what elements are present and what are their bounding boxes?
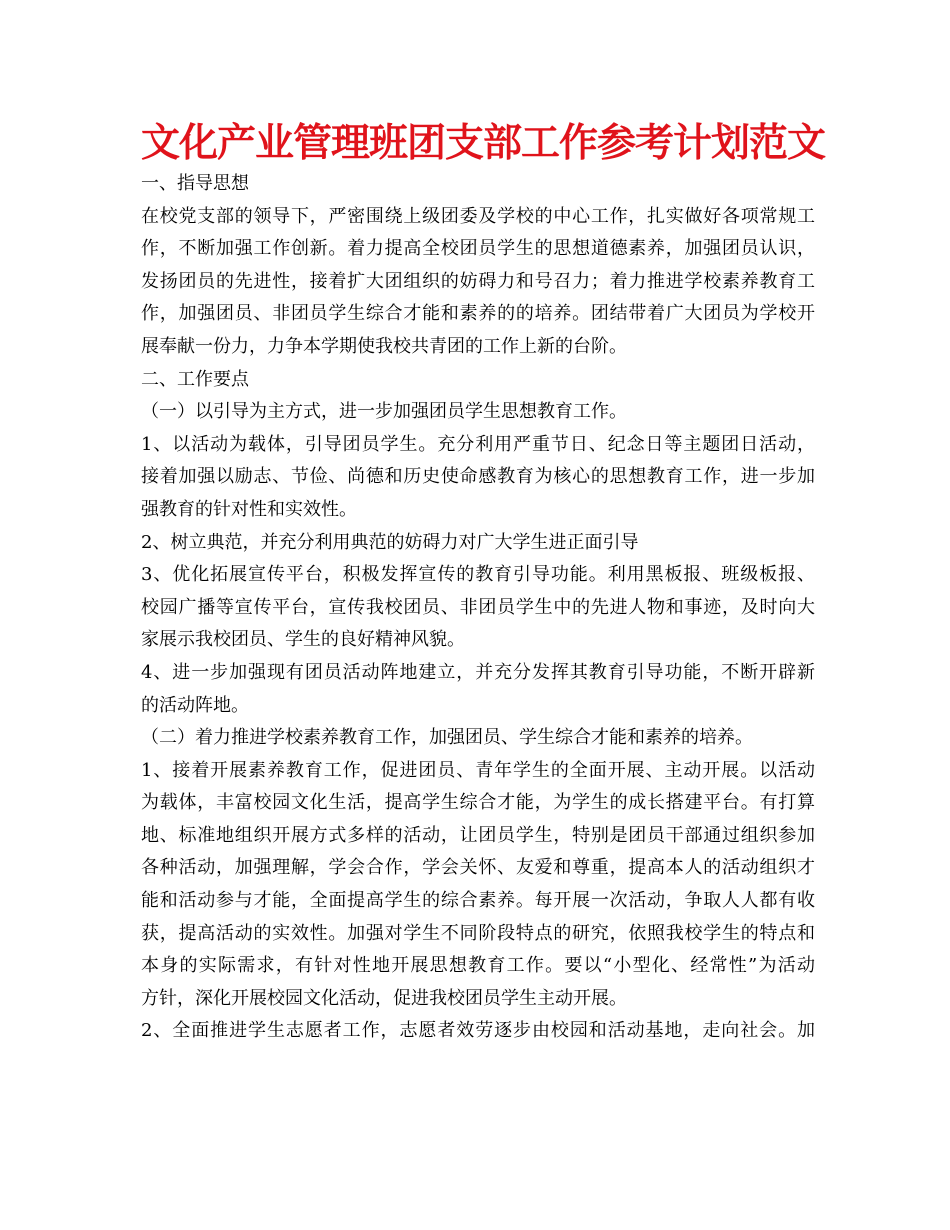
paragraph-line: 校园广播等宣传平台，宣传我校团员、非团员学生中的先进人物和事迹，及时向大 bbox=[141, 596, 815, 618]
paragraph-line: 二、工作要点 bbox=[141, 368, 249, 390]
paragraph-line: 3、优化拓展宣传平台，积极发挥宣传的教育引导功能。利用黑板报、班级板报、 bbox=[141, 564, 815, 586]
paragraph-line: 获，提高活动的实效性。加强对学生不同阶段特点的研究，依照我校学生的特点和 bbox=[141, 922, 815, 944]
paragraph-line: 展奉献一份力，力争本学期使我校共青团的工作上新的台阶。 bbox=[141, 335, 627, 357]
paragraph-line: 1、以活动为载体，引导团员学生。充分利用严重节日、纪念日等主题团日活动， bbox=[141, 433, 815, 455]
paragraph-line: 家展示我校团员、学生的良好精神风貌。 bbox=[141, 629, 465, 651]
paragraph-line: 发扬团员的先进性，接着扩大团组织的妨碍力和号召力；着力推进学校素养教育工 bbox=[141, 270, 815, 292]
paragraph-line: 1、接着开展素养教育工作，促进团员、青年学生的全面开展、主动开展。以活动 bbox=[141, 759, 815, 781]
paragraph-line: （一）以引导为主方式，进一步加强团员学生思想教育工作。 bbox=[141, 401, 627, 423]
paragraph-line: 2、树立典范，并充分利用典范的妨碍力对广大学生进正面引导 bbox=[141, 531, 639, 553]
document-title: 文化产业管理班团支部工作参考计划范文 bbox=[141, 121, 826, 166]
paragraph-line: 地、标准地组织开展方式多样的活动，让团员学生，特别是团员干部通过组织参加 bbox=[141, 824, 815, 846]
paragraph-line: 作，加强团员、非团员学生综合才能和素养的的培养。团结带着广大团员为学校开 bbox=[141, 303, 815, 325]
paragraph-line: （二）着力推进学校素养教育工作，加强团员、学生综合才能和素养的培养。 bbox=[141, 727, 753, 749]
paragraph-line: 4、进一步加强现有团员活动阵地建立，并充分发挥其教育引导功能，不断开辟新 bbox=[141, 661, 815, 683]
document-body bbox=[141, 168, 815, 1048]
paragraph-line: 2、全面推进学生志愿者工作，志愿者效劳逐步由校园和活动基地，走向社会。加 bbox=[141, 1020, 815, 1042]
paragraph-line: 各种活动，加强理解，学会合作，学会关怀、友爱和尊重，提高本人的活动组织才 bbox=[141, 857, 815, 879]
paragraph-line: 强教育的针对性和实效性。 bbox=[141, 498, 357, 520]
paragraph-line: 方针，深化开展校园文化活动，促进我校团员学生主动开展。 bbox=[141, 987, 627, 1009]
paragraph-line: 一、指导思想 bbox=[141, 173, 249, 194]
paragraph-line: 能和活动参与才能，全面提高学生的综合素养。每开展一次活动，争取人人都有收 bbox=[141, 890, 815, 912]
paragraph-line: 本身的实际需求，有针对性地开展思想教育工作。要以“小型化、经常性”为活动 bbox=[141, 955, 815, 977]
paragraph-line: 接着加强以励志、节俭、尚德和历史使命感教育为核心的思想教育工作，进一步加 bbox=[141, 466, 815, 488]
paragraph-line: 的活动阵地。 bbox=[141, 694, 249, 716]
paragraph-line: 在校党支部的领导下，严密围绕上级团委及学校的中心工作，扎实做好各项常规工 bbox=[141, 205, 815, 227]
paragraph-line: 为载体，丰富校园文化生活，提高学生综合才能，为学生的成长搭建平台。有打算 bbox=[141, 792, 815, 814]
paragraph-line: 作，不断加强工作创新。着力提高全校团员学生的思想道德素养，加强团员认识， bbox=[141, 238, 815, 260]
